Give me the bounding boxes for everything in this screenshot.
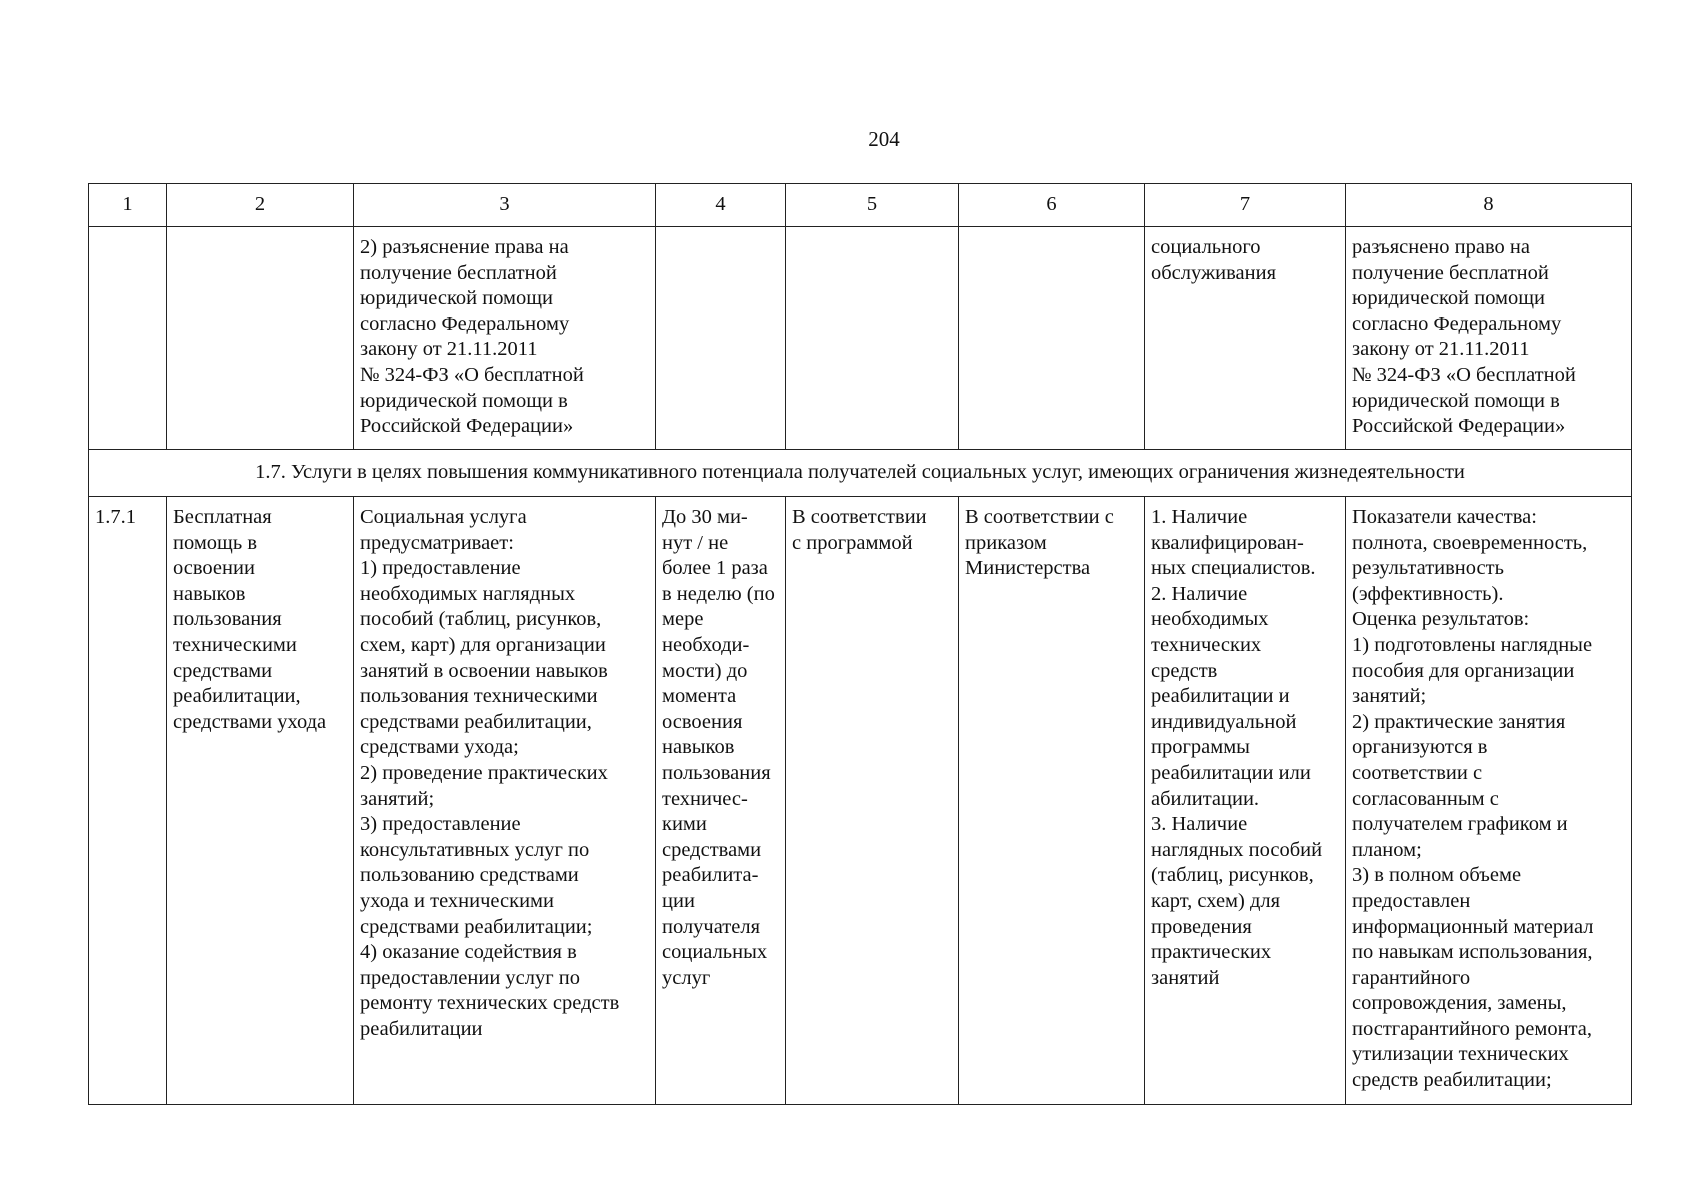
- cell-text-line: получателя: [662, 915, 761, 938]
- cell-text-line: В соответствии с: [965, 506, 1114, 528]
- cell-text-line: социальных: [662, 941, 768, 964]
- cell-text-line: результативность: [1352, 557, 1504, 580]
- cell-text-line: средствами реабилитации;: [360, 915, 593, 938]
- cell-text-line: необходи-: [662, 633, 750, 656]
- cell-text-line: пособий (таблиц, рисунков,: [360, 608, 602, 631]
- cell-conditions: [1145, 497, 1346, 1105]
- cell-conditions: [1145, 227, 1346, 450]
- cell-text-line: реабилита-: [662, 864, 759, 887]
- cell-text-line: сопровождения, замены,: [1352, 992, 1567, 1015]
- cell-text-line: занятий;: [1352, 685, 1427, 708]
- cell-text-line: 1.7.1: [95, 506, 136, 528]
- cell-text-line: помощь в: [173, 531, 257, 554]
- cell-text-line: До 30 ми-: [662, 506, 748, 528]
- cell-text-line: пользования техническими: [360, 685, 598, 708]
- cell-text-line: средствами: [173, 659, 273, 682]
- cell-text-line: Бесплатная: [173, 506, 272, 528]
- cell-text-line: практических: [1151, 941, 1272, 964]
- cell-text-line: реабилитации: [360, 1017, 483, 1040]
- cell-service-content: [354, 497, 656, 1105]
- column-number-3: 3: [354, 184, 656, 227]
- cell-text-line: согласованным с: [1352, 787, 1499, 810]
- cell-text-line: юридической помощи: [1352, 287, 1546, 310]
- cell-text-line: Российской Федерации»: [360, 415, 574, 438]
- cell-text-line: по навыкам использования,: [1352, 941, 1593, 964]
- column-number-7: 7: [1145, 184, 1346, 227]
- cell-text-line: квалифицирован-: [1151, 531, 1304, 554]
- cell-text-line: средствами реабилитации,: [360, 710, 592, 733]
- column-number-2: 2: [167, 184, 354, 227]
- cell-text-line: информационный материал: [1352, 915, 1594, 938]
- cell-text-line: консультативных услуг по: [360, 838, 590, 861]
- cell-col2: [167, 227, 354, 450]
- cell-text-line: гарантийного: [1352, 966, 1471, 989]
- cell-text-line: 1. Наличие: [1151, 506, 1248, 528]
- cell-text-line: средств: [1151, 659, 1218, 682]
- section-heading: 1.7. Услуги в целях повышения коммуникативного потенциала получателей социальных услуг, имеющих ограничения жизнедеятельности: [89, 450, 1632, 497]
- cell-text-line: Социальная услуга: [360, 506, 527, 528]
- cell-text-line: реабилитации или: [1151, 761, 1311, 784]
- cell-col5: [786, 227, 959, 450]
- cell-text-line: проведения: [1151, 915, 1252, 938]
- cell-text-line: реабилитации,: [173, 685, 301, 708]
- cell-text-line: полнота, своевременность,: [1352, 531, 1588, 554]
- cell-quality-indicators: [1346, 497, 1632, 1105]
- cell-text-line: освоения: [662, 710, 743, 733]
- table-row-continuation: [89, 227, 1632, 450]
- cell-text-line: Показатели качества:: [1352, 506, 1537, 528]
- cell-text-line: ремонту технических средств: [360, 992, 620, 1015]
- cell-service-name: [167, 497, 354, 1105]
- cell-text-line: пользованию средствами: [360, 864, 579, 887]
- section-heading-row: [89, 450, 1632, 497]
- column-number-8: 8: [1346, 184, 1632, 227]
- cell-col6: [959, 227, 1145, 450]
- cell-text-line: приказом: [965, 531, 1047, 554]
- page-number: 204: [868, 127, 900, 151]
- cell-item-number: [89, 497, 167, 1105]
- cell-quality-indicators: [1346, 227, 1632, 450]
- cell-text-line: соответствии с: [1352, 761, 1483, 784]
- cell-text-line: необходимых наглядных: [360, 582, 576, 605]
- cell-text-line: ных специалистов.: [1151, 557, 1316, 580]
- cell-text-line: Министерства: [965, 557, 1091, 580]
- cell-text-line: занятий в освоении навыков: [360, 659, 608, 682]
- cell-text-line: 3. Наличие: [1151, 813, 1248, 836]
- cell-text-line: мере: [662, 608, 704, 631]
- cell-text-line: В соответствии: [792, 506, 927, 528]
- cell-service-content: [354, 227, 656, 450]
- cell-text-line: в неделю (по: [662, 582, 775, 605]
- cell-text-line: закону от 21.11.2011: [360, 338, 538, 361]
- cell-text-line: нут / не: [662, 531, 729, 554]
- cell-text-line: Оценка результатов:: [1352, 608, 1530, 631]
- cell-text-line: технических: [1151, 633, 1262, 656]
- cell-text-line: кими: [662, 813, 707, 836]
- cell-text-line: организуются в: [1352, 736, 1488, 759]
- cell-text-line: занятий;: [360, 787, 435, 810]
- cell-text-line: Российской Федерации»: [1352, 415, 1566, 438]
- cell-service-volume: [786, 497, 959, 1105]
- column-number-1: 1: [89, 184, 167, 227]
- cell-text-line: ции: [662, 889, 695, 912]
- cell-text-line: социального: [1151, 236, 1261, 258]
- cell-text-line: предоставлении услуг по: [360, 966, 581, 989]
- cell-text-line: техническими: [173, 633, 297, 656]
- cell-text-line: 3) предоставление: [360, 813, 521, 836]
- cell-text-line: предоставлен: [1352, 889, 1471, 912]
- cell-text-line: освоении: [173, 557, 255, 580]
- cell-col1: [89, 227, 167, 450]
- cell-text-line: юридической помощи в: [360, 389, 568, 412]
- cell-text-line: средствами ухода;: [360, 736, 519, 759]
- cell-text-line: наглядных пособий: [1151, 838, 1323, 861]
- cell-text-line: получателем графиком и: [1352, 813, 1568, 836]
- cell-text-line: 2) разъяснение права на: [360, 236, 569, 258]
- cell-text-line: средствами: [662, 838, 762, 861]
- cell-text-line: согласно Федеральному: [360, 312, 570, 335]
- cell-text-line: 2) проведение практических: [360, 761, 608, 784]
- table-row-1-7-1: [89, 497, 1632, 1105]
- cell-text-line: № 324-ФЗ «О бесплатной: [1352, 363, 1576, 386]
- column-number-6: 6: [959, 184, 1145, 227]
- cell-text-line: занятий: [1151, 966, 1220, 989]
- cell-text-line: предусматривает:: [360, 531, 514, 554]
- cell-text-line: мости) до: [662, 659, 748, 682]
- column-number-5: 5: [786, 184, 959, 227]
- cell-text-line: юридической помощи в: [1352, 389, 1560, 412]
- cell-text-line: пользования: [662, 761, 771, 784]
- services-table: [88, 183, 1632, 1105]
- cell-text-line: разъяснено право на: [1352, 236, 1530, 258]
- table-header-row: [89, 184, 1632, 227]
- cell-text-line: (эффективность).: [1352, 582, 1504, 605]
- cell-col4: [656, 227, 786, 450]
- cell-service-duration: [656, 497, 786, 1105]
- cell-text-line: утилизации технических: [1352, 1043, 1569, 1066]
- cell-text-line: 4) оказание содействия в: [360, 941, 577, 964]
- cell-text-line: с программой: [792, 531, 913, 554]
- cell-text-line: схем, карт) для организации: [360, 633, 606, 656]
- cell-text-line: получение бесплатной: [360, 261, 557, 284]
- cell-text-line: программы: [1151, 736, 1250, 759]
- cell-text-line: 1) подготовлены наглядные: [1352, 633, 1593, 656]
- cell-text-line: средств реабилитации;: [1352, 1069, 1552, 1092]
- cell-text-line: ухода и техническими: [360, 889, 554, 912]
- cell-text-line: (таблиц, рисунков,: [1151, 864, 1314, 887]
- cell-text-line: 1) предоставление: [360, 557, 521, 580]
- cell-text-line: пользования: [173, 608, 282, 631]
- cell-text-line: услуг: [662, 966, 711, 989]
- cell-tariff-basis: [959, 497, 1145, 1105]
- cell-text-line: момента: [662, 685, 737, 708]
- cell-text-line: абилитации.: [1151, 787, 1260, 810]
- column-number-4: 4: [656, 184, 786, 227]
- cell-text-line: 3) в полном объеме: [1352, 864, 1522, 887]
- cell-text-line: необходимых: [1151, 608, 1269, 631]
- cell-text-line: пособия для организации: [1352, 659, 1575, 682]
- cell-text-line: планом;: [1352, 838, 1422, 861]
- cell-text-line: постгарантийного ремонта,: [1352, 1017, 1592, 1040]
- cell-text-line: закону от 21.11.2011: [1352, 338, 1530, 361]
- cell-text-line: техничес-: [662, 787, 748, 810]
- cell-text-line: получение бесплатной: [1352, 261, 1549, 284]
- cell-text-line: реабилитации и: [1151, 685, 1290, 708]
- cell-text-line: навыков: [173, 582, 246, 605]
- cell-text-line: более 1 раза: [662, 557, 768, 580]
- cell-text-line: навыков: [662, 736, 735, 759]
- cell-text-line: юридической помощи: [360, 287, 554, 310]
- cell-text-line: карт, схем) для: [1151, 889, 1281, 912]
- cell-text-line: 2) практические занятия: [1352, 710, 1566, 733]
- cell-text-line: согласно Федеральному: [1352, 312, 1562, 335]
- cell-text-line: обслуживания: [1151, 261, 1277, 284]
- cell-text-line: индивидуальной: [1151, 710, 1297, 733]
- cell-text-line: 2. Наличие: [1151, 582, 1248, 605]
- cell-text-line: № 324-ФЗ «О бесплатной: [360, 363, 584, 386]
- cell-text-line: средствами ухода: [173, 710, 327, 733]
